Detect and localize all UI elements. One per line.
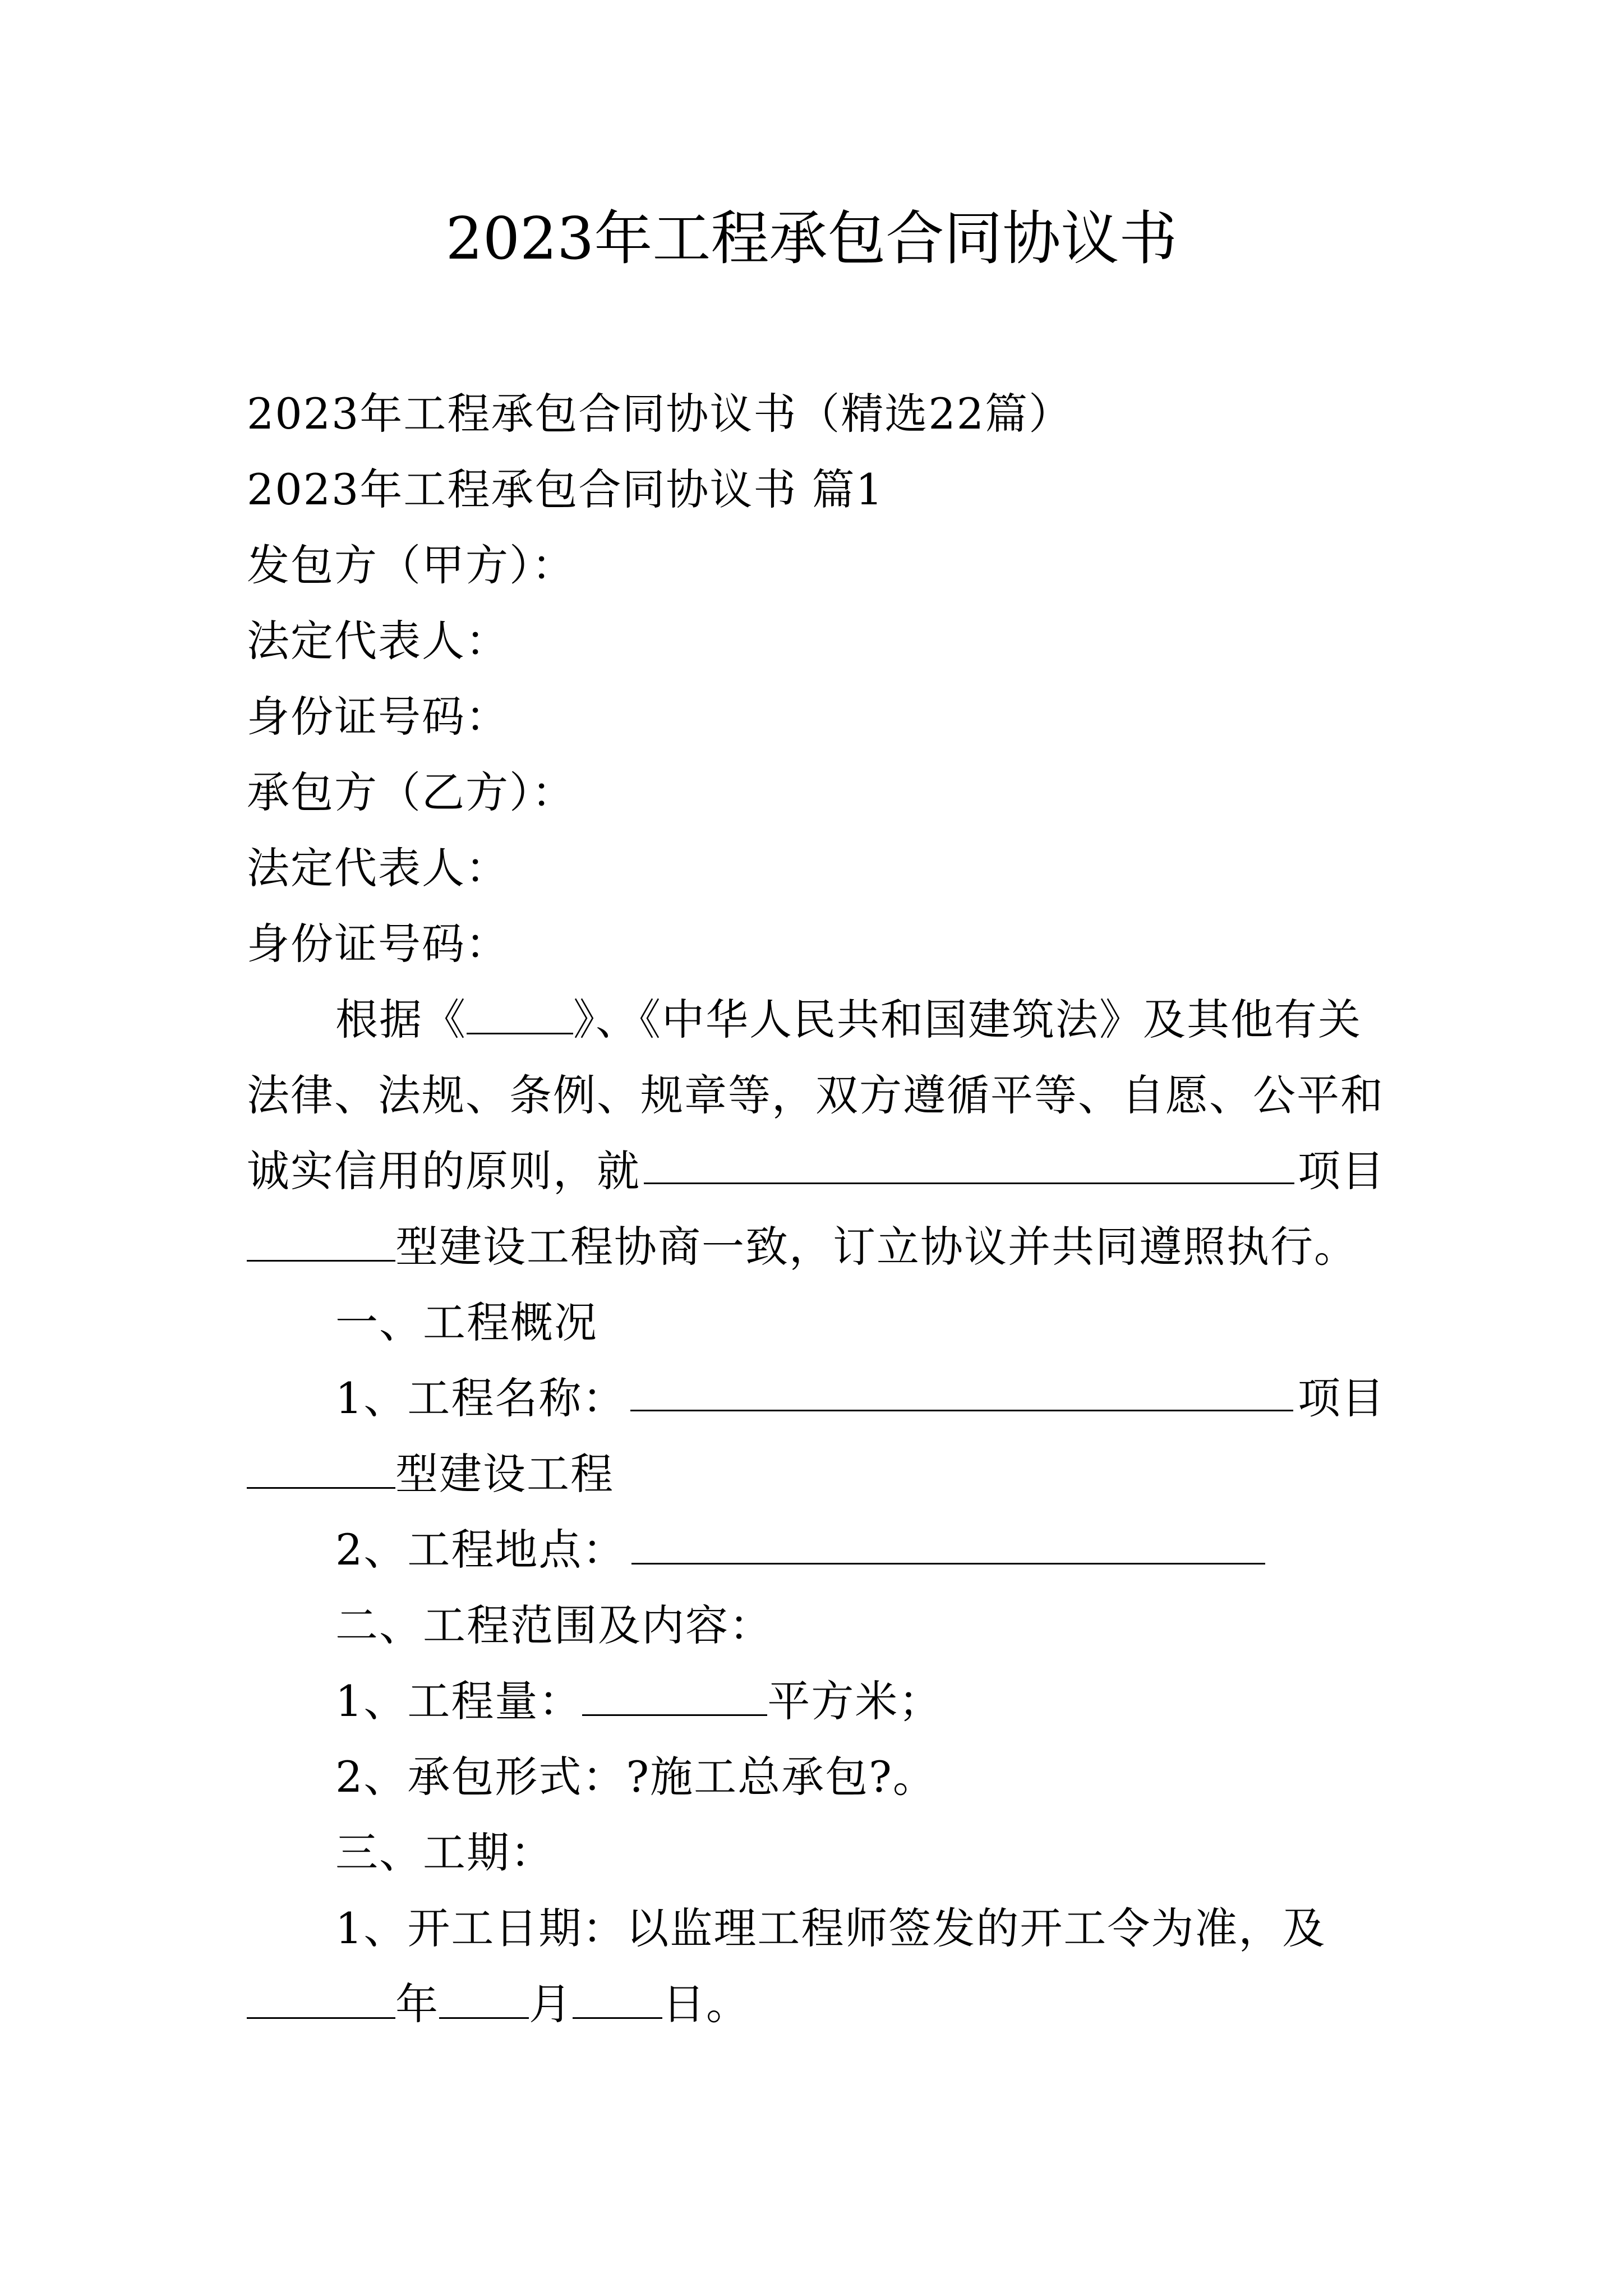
item-1-2-line	[335, 1522, 1474, 1578]
party-a-rep-label: 法定代表人：	[247, 616, 509, 666]
day-label: 日。	[662, 1979, 750, 2029]
year-label: 年	[395, 1979, 439, 2029]
party-a-label: 发包方（甲方）：	[247, 540, 575, 590]
section-1-heading: 一、工程概况	[335, 1297, 598, 1347]
party-b-label: 承包方（乙方）：	[247, 767, 575, 817]
item-3-1-date	[247, 1976, 1385, 2032]
item-label: 1、工程量：	[335, 1676, 583, 1726]
day-blank	[573, 1978, 662, 2019]
intro-text: 》、《中华人民共和国建筑法》及其他有关	[573, 995, 1362, 1045]
month-blank	[439, 1978, 529, 2019]
party-b-id-label: 身份证号码：	[247, 919, 509, 969]
item-2-1-line	[335, 1673, 1474, 1729]
intro-text: 法律、法规、条例、规章等，双方遵循平等、自愿、公平和	[247, 1070, 1384, 1120]
intro-text: 型建设工程协商一致，订立协议并共同遵照执行。	[395, 1222, 1358, 1272]
document-title: 2023年工程承包合同协议书	[445, 204, 1178, 273]
intro-line-2	[247, 1068, 1385, 1124]
section-heading: 2023年工程承包合同协议书 篇1	[247, 464, 884, 514]
month-label: 月	[529, 1979, 573, 2029]
intro-text: 诚实信用的原则，就	[247, 1146, 640, 1196]
project-location-blank	[631, 1524, 1265, 1565]
item-1-1-line	[335, 1370, 1385, 1427]
item-1-1-cont	[247, 1446, 1385, 1502]
project-name-blank	[630, 1370, 1293, 1411]
intro-line-1	[335, 992, 1384, 1048]
item-2-2-line: 2、承包形式：?施工总承包?。	[335, 1752, 937, 1802]
party-b-rep-label: 法定代表人：	[247, 843, 509, 893]
section-3-heading: 三、工期：	[335, 1828, 554, 1878]
project-type-blank	[247, 1221, 395, 1262]
party-a-id-label: 身份证号码：	[247, 692, 509, 742]
intro-text: 项目	[1298, 1146, 1385, 1196]
project-type-blank	[247, 1448, 395, 1489]
year-blank	[247, 1978, 395, 2019]
item-label: 2、工程地点：	[335, 1525, 626, 1575]
intro-text: 根据《	[335, 995, 467, 1045]
item-3-1-line: 1、开工日期：以监理工程师签发的开工令为准，及	[335, 1903, 1326, 1953]
intro-line-3	[247, 1143, 1385, 1199]
project-blank	[644, 1143, 1294, 1184]
item-label: 1、工程名称：	[335, 1373, 626, 1423]
item-text: 型建设工程	[395, 1449, 614, 1499]
item-text: 平方米；	[767, 1676, 943, 1726]
law-name-blank	[467, 993, 573, 1034]
subtitle: 2023年工程承包合同协议书（精选22篇）	[247, 389, 1073, 439]
quantity-blank	[582, 1675, 767, 1716]
section-2-heading: 二、工程范围及内容：	[335, 1600, 773, 1650]
item-text: 项目	[1298, 1373, 1385, 1423]
intro-line-4	[247, 1219, 1385, 1275]
